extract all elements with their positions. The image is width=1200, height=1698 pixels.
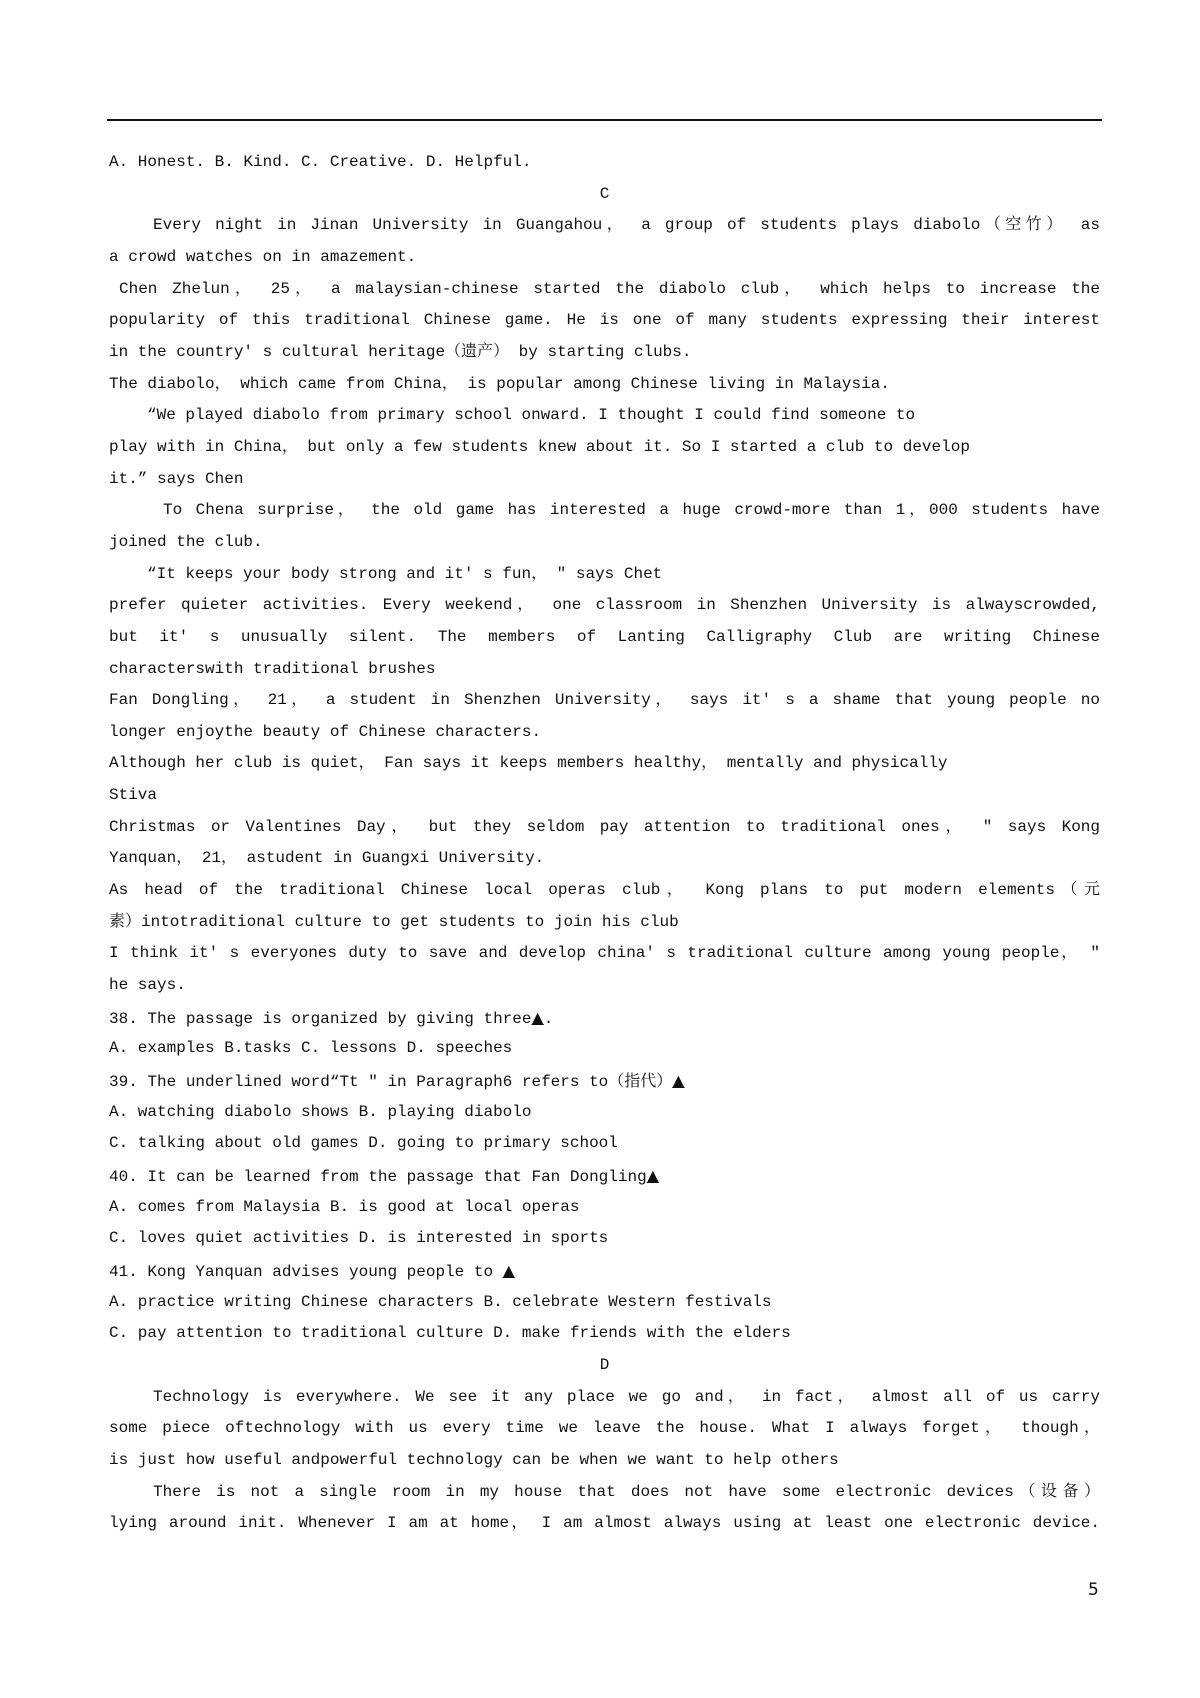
line-text: popularity of this traditional Chinese game. He is one of many students expressing their interest bbox=[109, 311, 1100, 330]
line-text: longer enjoythe beauty of Chinese characters. bbox=[109, 722, 542, 741]
document-body bbox=[109, 147, 1100, 1540]
line-text: Stiva bbox=[109, 786, 158, 805]
line-text: Every night in Jinan University in Guangahou， a group of students plays diabolo（空竹） as bbox=[153, 216, 1100, 235]
text-line bbox=[109, 337, 1100, 369]
answer-blank-triangle-icon: ▲ bbox=[672, 1071, 685, 1091]
line-text: C bbox=[599, 184, 610, 203]
text-line bbox=[109, 559, 1100, 591]
line-text: 38. The passage is organized by giving three bbox=[109, 1009, 532, 1028]
line-text: Technology is everywhere. We see it any place we go and， in fact， almost all of us carry bbox=[153, 1387, 1100, 1406]
text-line bbox=[109, 654, 1100, 686]
text-line bbox=[109, 147, 1100, 179]
question-line bbox=[109, 1255, 1100, 1287]
text-line bbox=[109, 812, 1100, 844]
line-text: A. Honest. B. Kind. C. Creative. D. Helpful. bbox=[109, 153, 532, 171]
line-text: a crowd watches on in amazement. bbox=[109, 247, 417, 266]
text-line bbox=[109, 1477, 1100, 1509]
text-line bbox=[109, 938, 1100, 970]
line-text: Fan Dongling， 21， a student in Shenzhen University， says it′ s a shame that young people no bbox=[109, 691, 1100, 710]
text-line bbox=[109, 1033, 1100, 1065]
line-text: Yanquan， 21， astudent in Guangxi University. bbox=[109, 849, 545, 868]
text-line bbox=[109, 590, 1100, 622]
line-text: play with in China， but only a few students knew about it. So I started a club to develop bbox=[109, 437, 970, 456]
line-text: 40. It can be learned from the passage that Fan Dongling bbox=[109, 1168, 647, 1186]
line-text: but it′ s unusually silent. The members of Lanting Calligraphy Club are writing Chinese bbox=[109, 627, 1100, 646]
text-line bbox=[109, 717, 1100, 749]
line-text: As head of the traditional Chinese local operas club， Kong plans to put modern elements（元 bbox=[109, 881, 1100, 900]
line-text: C. talking about old games D. going to primary school bbox=[109, 1134, 618, 1153]
line-text: 39. The underlined word“Tt " in Paragraph6 refers to（指代） bbox=[109, 1073, 673, 1092]
line-text: 41. Kong Yanquan advises young people to bbox=[109, 1262, 503, 1281]
text-line bbox=[109, 1508, 1100, 1540]
line-text: There is not a single room in my house that does not have some electronic devices（设备） bbox=[153, 1482, 1100, 1501]
line-text: “We played diabolo from primary school onward. I thought I could find someone to bbox=[147, 406, 916, 425]
line-text: The diabolo， which came from China， is popular among Chinese living in Malaysia. bbox=[109, 374, 890, 393]
line-text: prefer quieter activities. Every weekend， one classroom in Shenzhen University is alwayscrowded, bbox=[109, 596, 1100, 615]
text-line bbox=[109, 1192, 1100, 1224]
question-line bbox=[109, 1065, 1100, 1097]
line-text: A. examples B.tasks C. lessons D. speeches bbox=[109, 1039, 513, 1058]
text-line bbox=[109, 1128, 1100, 1160]
text-line bbox=[109, 305, 1100, 337]
text-line bbox=[109, 1223, 1100, 1255]
text-line bbox=[109, 210, 1100, 242]
line-text: characterswith traditional brushes bbox=[109, 659, 436, 678]
section-heading bbox=[109, 179, 1100, 211]
section-heading bbox=[109, 1350, 1100, 1382]
text-line bbox=[109, 843, 1100, 875]
line-text: C. pay attention to traditional culture D. make friends with the elders bbox=[109, 1324, 791, 1343]
text-line bbox=[109, 369, 1100, 401]
text-line bbox=[109, 1413, 1100, 1445]
text-line bbox=[109, 1382, 1100, 1414]
text-line bbox=[109, 1287, 1100, 1319]
line-text: Although her club is quiet， Fan says it keeps members healthy， mentally and physically bbox=[109, 754, 948, 773]
line-text: lying around init. Whenever I am at home， I am almost always using at least one electronic device. bbox=[109, 1514, 1100, 1533]
text-line bbox=[109, 464, 1100, 496]
text-line bbox=[109, 242, 1100, 274]
answer-blank-triangle-icon: ▲ bbox=[531, 1007, 544, 1027]
line-text: “It keeps your body strong and it′ s fun， " says Chet bbox=[147, 564, 663, 583]
header-rule bbox=[107, 119, 1102, 121]
line-text: it.” says Chen bbox=[109, 469, 244, 488]
line-text: A. watching diabolo shows B. playing diabolo bbox=[109, 1102, 532, 1121]
line-text: Chen Zhelun， 25， a malaysian-chinese started the diabolo club， which helps to increase the bbox=[119, 279, 1100, 298]
text-line bbox=[109, 875, 1100, 907]
line-text: A. comes from Malaysia B. is good at local operas bbox=[109, 1197, 580, 1216]
answer-blank-triangle-icon: ▲ bbox=[646, 1166, 659, 1185]
text-line bbox=[109, 970, 1100, 1002]
line-text: C. loves quiet activities D. is interested in sports bbox=[109, 1229, 609, 1248]
text-line bbox=[109, 748, 1100, 780]
text-line bbox=[109, 1097, 1100, 1129]
text-line bbox=[109, 274, 1100, 306]
text-line bbox=[109, 780, 1100, 812]
question-line bbox=[109, 1002, 1100, 1034]
line-text: D bbox=[599, 1355, 610, 1374]
text-line bbox=[109, 432, 1100, 464]
line-text: he says. bbox=[109, 976, 186, 995]
text-line bbox=[109, 622, 1100, 654]
text-line bbox=[109, 495, 1100, 527]
text-line bbox=[109, 527, 1100, 559]
text-line bbox=[109, 1318, 1100, 1350]
line-text: I think it′ s everyones duty to save and develop china′ s traditional culture among young people， " bbox=[109, 944, 1100, 963]
question-line bbox=[109, 1160, 1100, 1192]
line-text: is just how useful andpowerful technology can be when we want to help others bbox=[109, 1450, 839, 1469]
line-text: Christmas or Valentines Day， but they seldom pay attention to traditional ones， " says Kong bbox=[109, 817, 1100, 836]
line-text: some piece oftechnology with us every time we leave the house. What I always forget， though， bbox=[109, 1419, 1100, 1438]
line-tail: . bbox=[543, 1009, 554, 1028]
answer-blank-triangle-icon: ▲ bbox=[502, 1260, 515, 1280]
text-line bbox=[109, 1445, 1100, 1477]
text-line bbox=[109, 400, 1100, 432]
line-text: 素）intotraditional culture to get students to join his club bbox=[109, 912, 679, 931]
line-text: To Chena surprise， the old game has interested a huge crowd-more than 1，000 students have bbox=[163, 501, 1100, 520]
line-text: A. practice writing Chinese characters B. celebrate Western festivals bbox=[109, 1292, 772, 1311]
line-text: joined the club. bbox=[109, 532, 263, 551]
text-line bbox=[109, 685, 1100, 717]
text-line bbox=[109, 907, 1100, 939]
line-text: in the country′ s cultural heritage（遗产） by starting clubs. bbox=[109, 342, 692, 361]
page-number: 5 bbox=[1088, 1580, 1099, 1600]
